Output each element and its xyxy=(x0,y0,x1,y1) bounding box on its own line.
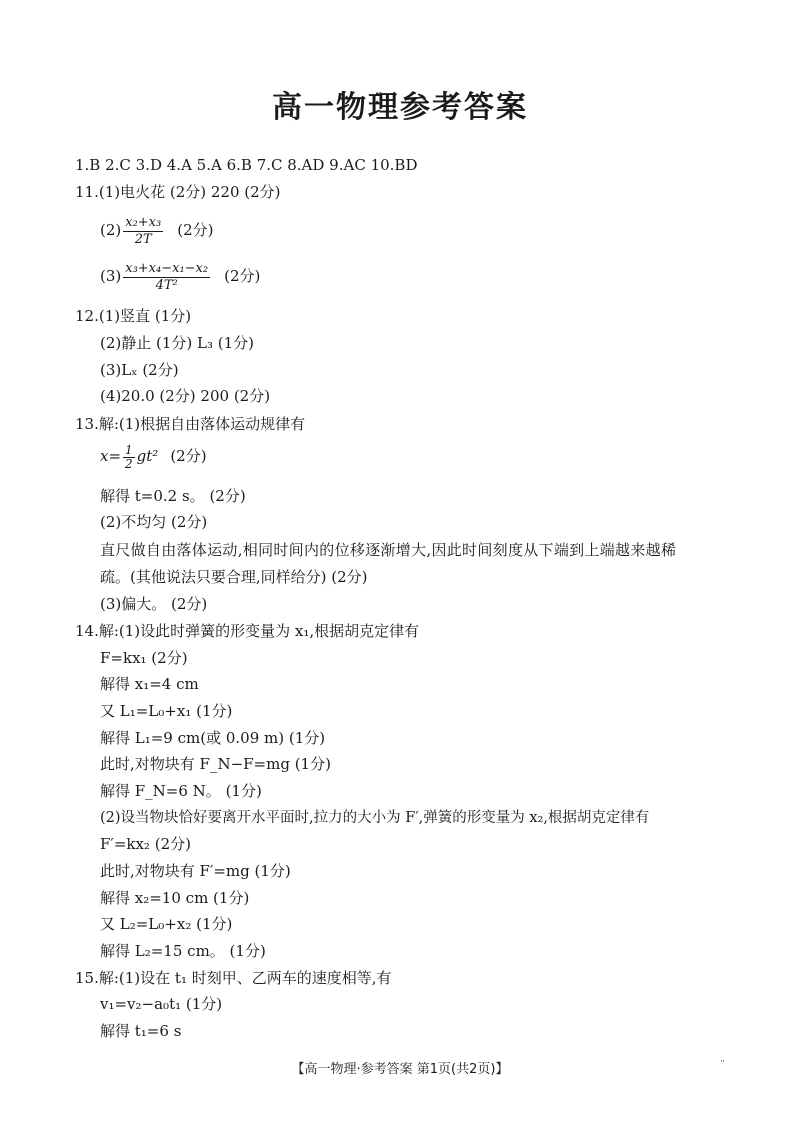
q12-line-3: (3)Lₓ (2分) xyxy=(100,361,179,379)
choice-answers: 1.B 2.C 3.D 4.A 5.A 6.B 7.C 8.AD 9.AC 10.BD xyxy=(75,156,418,174)
q11-fraction-3-numerator: x₃+x₄−x₁−x₂ xyxy=(125,260,209,276)
page-title: 高一物理参考答案 xyxy=(272,90,528,125)
q14-line-9: F′=kx₂ (2分) xyxy=(100,835,191,853)
q11-line-3 xyxy=(100,258,260,294)
q12-line-4: (4)20.0 (2分) 200 (2分) xyxy=(100,387,271,405)
q14-line-6: 此时,对物块有 F_N−F=mg (1分) xyxy=(100,755,331,773)
q13-line-4: (2)不均匀 (2分) xyxy=(100,513,208,531)
q13-line-1: 13.解:(1)根据自由落体运动规律有 xyxy=(75,415,306,433)
q14-line-1: 14.解:(1)设此时弹簧的形变量为 x₁,根据胡克定律有 xyxy=(75,622,420,640)
q11-line-1: 11.(1)电火花 (2分) 220 (2分) xyxy=(75,183,281,201)
q15-line-3: 解得 t₁=6 s xyxy=(100,1022,182,1040)
q14-line-12: 又 L₂=L₀+x₂ (1分) xyxy=(100,915,233,933)
q11-fraction-3-denominator: 4T² xyxy=(123,277,210,294)
q11-line-2-prefix: (2) xyxy=(100,221,122,239)
q11-fraction-2 xyxy=(123,215,163,248)
q14-line-10: 此时,对物块有 F′=mg (1分) xyxy=(100,862,291,880)
q14-line-3: 解得 x₁=4 cm xyxy=(100,675,199,693)
q14-line-2: F=kx₁ (2分) xyxy=(100,649,188,667)
q14-line-5: 解得 L₁=9 cm(或 0.09 m) (1分) xyxy=(100,729,326,747)
q15-line-2: v₁=v₂−a₀t₁ (1分) xyxy=(100,995,223,1013)
q11-fraction-2-denominator: 2T xyxy=(123,231,163,248)
q13-line-6: 疏。(其他说法只要合理,同样给分) (2分) xyxy=(100,568,368,586)
q13-line-7: (3)偏大。 (2分) xyxy=(100,595,208,613)
q12-line-1: 12.(1)竖直 (1分) xyxy=(75,307,192,325)
q14-line-7: 解得 F_N=6 N。 (1分) xyxy=(100,782,262,800)
q11-line-3-prefix: (3) xyxy=(100,267,122,285)
q13-line-5: 直尺做自由落体运动,相同时间内的位移逐渐增大,因此时间刻度从下端到上端越来越稀 xyxy=(100,541,677,559)
q13-line-3: 解得 t=0.2 s。 (2分) xyxy=(100,487,246,505)
q13-fraction-denominator: 2 xyxy=(125,456,133,471)
q14-line-11: 解得 x₂=10 cm (1分) xyxy=(100,889,250,907)
q14-line-4: 又 L₁=L₀+x₁ (1分) xyxy=(100,702,233,720)
q11-fraction-2-numerator: x₂+x₃ xyxy=(125,214,162,230)
q14-line-8: (2)设当物块恰好要离开水平面时,拉力的大小为 F′,弹簧的形变量为 x₂,根据胡克定律有 xyxy=(100,810,650,826)
q13-fraction-numerator: 1 xyxy=(125,442,133,457)
q15-line-1: 15.解:(1)设在 t₁ 时刻甲、乙两车的速度相等,有 xyxy=(75,969,392,987)
q11-line-3-score: (2分) xyxy=(224,267,261,285)
page-footer: 【高一物理·参考答案 第1页(共2页)】 xyxy=(291,1062,509,1077)
q13-line-2-score: (2分) xyxy=(170,447,207,465)
q13-line-2 xyxy=(100,438,207,474)
corner-mark: ¨ xyxy=(720,1060,725,1071)
q12-line-2: (2)静止 (1分) L₃ (1分) xyxy=(100,334,255,352)
q11-fraction-3 xyxy=(123,261,210,294)
q13-fraction xyxy=(123,444,135,471)
q13-line-2-suffix: gt² xyxy=(136,447,159,465)
q11-line-2-score: (2分) xyxy=(177,221,214,239)
q13-line-2-prefix: x= xyxy=(100,447,122,465)
q14-line-13: 解得 L₂=15 cm。 (1分) xyxy=(100,942,266,960)
q11-line-2 xyxy=(100,212,213,248)
